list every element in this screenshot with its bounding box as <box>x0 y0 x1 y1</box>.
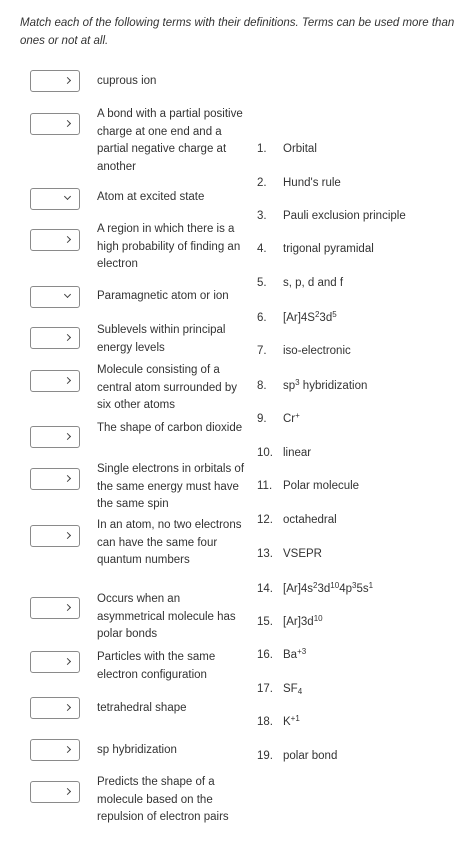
definition-3 <box>257 208 406 224</box>
definition-19 <box>257 748 337 764</box>
definition-number: 16. <box>257 649 273 661</box>
definition-text: $K^{+1}$ <box>283 714 300 728</box>
definition-text: Cr+ <box>283 411 300 425</box>
definition-12 <box>257 512 337 528</box>
definition-text: trigonal pyramidal <box>283 243 374 255</box>
definition-text: linear <box>283 447 312 459</box>
definition-text: $Ba^{+3}$ <box>283 647 307 661</box>
definition-number: 17. <box>257 683 273 695</box>
definition-text: $sp^3$ hybridization <box>283 378 368 392</box>
term-14-text: sp hybridization <box>97 744 177 756</box>
definition-1 <box>257 141 317 157</box>
chevron-up-icon <box>64 193 71 200</box>
definition-text: polar bond <box>283 750 338 762</box>
definition-number: 9. <box>257 413 267 425</box>
chevron-down-icon <box>64 334 71 341</box>
definition-number: 8. <box>257 380 267 392</box>
term-12-text: Particles with the same electron configuration <box>97 651 216 681</box>
chevron-down-icon <box>64 532 71 539</box>
term-11-text: Occurs when an asymmetrical molecule has polar bonds <box>97 593 236 640</box>
definition-number: 13. <box>257 548 273 560</box>
term-11-select[interactable] <box>30 597 80 619</box>
chevron-down-icon <box>64 704 71 711</box>
term-3-select[interactable] <box>30 188 80 210</box>
term-1-text: cuprous ion <box>97 75 157 87</box>
definition-text: Polar molecule <box>283 480 360 492</box>
chevron-down-icon <box>64 77 71 84</box>
term-15-select[interactable] <box>30 781 80 803</box>
term-9-text: Single electrons in orbitals of the same energy must have the same spin <box>97 463 245 510</box>
term-4-text: A region in which there is a high probability of finding an electron <box>97 223 241 270</box>
definition-6 <box>257 310 337 326</box>
term-6-text: Sublevels within principal energy levels <box>97 324 226 354</box>
definition-text: $[Ar]3d^{10}$ <box>283 614 323 628</box>
definition-17 <box>257 681 302 697</box>
definition-number: 5. <box>257 277 267 289</box>
term-3-text: Atom at excited state <box>97 191 205 203</box>
definition-text: $[Ar]4s^23d^{10}4p^35s^1$ <box>283 581 374 595</box>
definition-text: Hund's rule <box>283 177 341 189</box>
term-2-select[interactable] <box>30 113 80 135</box>
definition-number: 1. <box>257 143 267 155</box>
term-8-select[interactable] <box>30 426 80 448</box>
chevron-down-icon <box>64 746 71 753</box>
definition-10 <box>257 445 311 461</box>
chevron-down-icon <box>64 377 71 384</box>
definition-number: 12. <box>257 514 273 526</box>
term-5-select[interactable] <box>30 286 80 308</box>
term-13-text: tetrahedral shape <box>97 702 187 714</box>
definition-number: 18. <box>257 716 273 728</box>
term-13-select[interactable] <box>30 697 80 719</box>
definition-text: s, p, d and f <box>283 277 344 289</box>
definition-11 <box>257 478 359 494</box>
chevron-up-icon <box>64 291 71 298</box>
definition-text: octahedral <box>283 514 337 526</box>
term-2-text: A bond with a partial positive charge at one end and a partial negative charge at another <box>97 108 243 173</box>
term-15-text: Predicts the shape of a molecule based on the repulsion of electron pairs <box>97 776 229 823</box>
term-10-select[interactable] <box>30 525 80 547</box>
definition-number: 10. <box>257 447 273 459</box>
term-6-select[interactable] <box>30 327 80 349</box>
chevron-down-icon <box>64 788 71 795</box>
definition-number: 4. <box>257 243 267 255</box>
definition-9 <box>257 411 300 427</box>
term-4-select[interactable] <box>30 229 80 251</box>
definition-16 <box>257 647 306 663</box>
definition-5 <box>257 275 343 291</box>
definition-7 <box>257 343 351 359</box>
definition-text: Orbital <box>283 143 317 155</box>
definition-15 <box>257 614 323 630</box>
definition-4 <box>257 241 374 257</box>
definition-text: VSEPR <box>283 548 322 560</box>
term-12-select[interactable] <box>30 651 80 673</box>
chevron-down-icon <box>64 604 71 611</box>
term-10-text: In an atom, no two electrons can have the same four quantum numbers <box>97 519 242 566</box>
term-7-text: Molecule consisting of a central atom surrounded by six other atoms <box>97 364 237 411</box>
definition-18 <box>257 714 300 730</box>
definition-13 <box>257 546 322 562</box>
definition-text: Pauli exclusion principle <box>283 210 406 222</box>
term-1-select[interactable] <box>30 70 80 92</box>
definition-number: 3. <box>257 210 267 222</box>
chevron-down-icon <box>64 433 71 440</box>
chevron-down-icon <box>64 236 71 243</box>
definition-number: 15. <box>257 616 273 628</box>
chevron-down-icon <box>64 475 71 482</box>
definition-number: 19. <box>257 750 273 762</box>
term-14-select[interactable] <box>30 739 80 761</box>
term-8-text: The shape of carbon dioxide <box>97 422 243 434</box>
chevron-down-icon <box>64 120 71 127</box>
definition-text: $SF_4$ <box>283 683 303 696</box>
definition-text: $[Ar]4S^23d^5$ <box>283 310 337 324</box>
definition-14 <box>257 581 373 597</box>
definition-2 <box>257 175 341 191</box>
definition-number: 2. <box>257 177 267 189</box>
term-5-text: Paramagnetic atom or ion <box>97 290 229 302</box>
term-7-select[interactable] <box>30 370 80 392</box>
definition-number: 14. <box>257 583 273 595</box>
definition-8 <box>257 378 367 394</box>
definition-number: 6. <box>257 312 267 324</box>
definition-text: iso-electronic <box>283 345 351 357</box>
instructions-text: Match each of the following terms with their definitions. Terms can be used more than ones or not at all. <box>20 17 455 47</box>
term-9-select[interactable] <box>30 468 80 490</box>
definition-number: 11. <box>257 480 273 492</box>
chevron-down-icon <box>64 658 71 665</box>
definition-number: 7. <box>257 345 267 357</box>
